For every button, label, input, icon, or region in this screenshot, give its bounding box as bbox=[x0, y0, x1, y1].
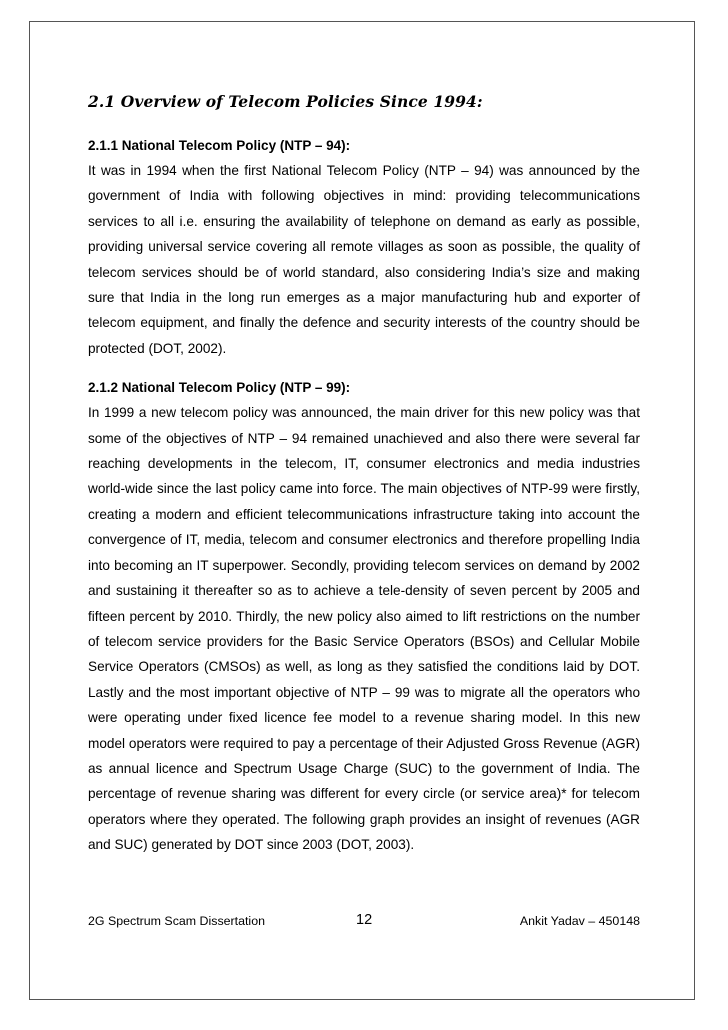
footer-title: 2G Spectrum Scam Dissertation bbox=[88, 914, 265, 928]
section-title: 2.1 Overview of Telecom Policies Since 1994: bbox=[88, 92, 483, 111]
page-content bbox=[88, 80, 640, 872]
subsection-heading: 2.1.1 National Telecom Policy (NTP – 94): bbox=[88, 138, 351, 153]
page-number: 12 bbox=[356, 912, 373, 928]
paragraph: In 1999 a new telecom policy was announced, the main driver for this new policy was that some of the objectives of NTP – 94 remained unachieved and also there were several far reaching developments in the telecom, IT, consumer electronics and media industries world-wide since the last policy came into force. The main objectives of NTP-99 were firstly, creating a modern and efficient telecommunications infrastructure taking into account the convergence of IT, media, telecom and consumer electronics and therefore propelling India into becoming an IT superpower. Secondly, providing telecom services on demand by 2002 and sustaining it thereafter so as to achieve a tele-density of seven percent by 2005 and fifteen percent by 2010. Thirdly, the new policy also aimed to lift restrictions on the number of telecom service providers for the Basic Service Operators (BSOs) and Cellular Mobile Service Operators (CMSOs) as well, as long as they satisfied the conditions laid by DOT. Lastly and the most important objective of NTP – 99 was to migrate all the operators who were operating under fixed licence fee model to a revenue sharing model. In this new model operators were required to pay a percentage of their Adjusted Gross Revenue (AGR) as annual licence and Spectrum Usage Charge (SUC) to the government of India. The percentage of revenue sharing was different for every circle (or service area)* for telecom operators where they operated. The following graph provides an insight of revenues (AGR and SUC) generated by DOT since 2003 (DOT, 2003). bbox=[88, 405, 640, 853]
page-footer bbox=[88, 914, 640, 930]
subsection-ntp-99 bbox=[88, 375, 640, 857]
footer-author: Ankit Yadav – 450148 bbox=[519, 914, 640, 928]
subsection-ntp-94 bbox=[88, 133, 640, 361]
subsection-heading: 2.1.2 National Telecom Policy (NTP – 99): bbox=[88, 380, 351, 396]
paragraph: It was in 1994 when the first National Telecom Policy (NTP – 94) was announced by the government of India with following objectives in mind: providing telecommunications services to all i.e. ensuring the availability of telephone on demand as early as possible, providing universal service covering all remote villages as soon as possible, the quality of telecom services should be of world standard, also considering India’s size and making sure that India in the long run emerges as a major manufacturing hub and exporter of telecom equipment, and finally the defence and security interests of the country should be protected (DOT, 2002). bbox=[88, 163, 640, 356]
